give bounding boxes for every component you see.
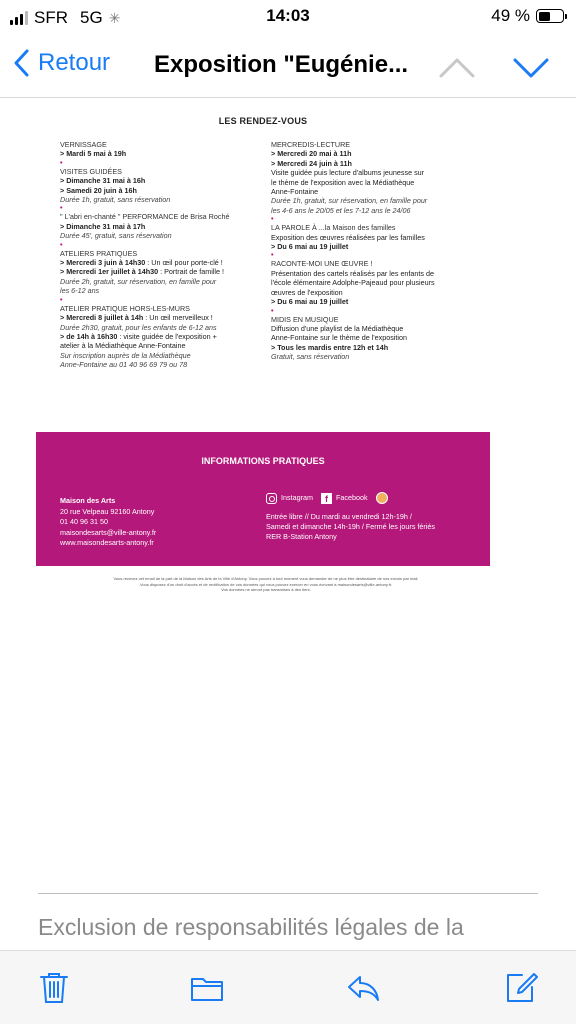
info-box [36, 432, 490, 566]
section-title: RACONTE-MOI UNE ŒUVRE ! [271, 259, 373, 269]
section-title: MERCREDIS-LECTURE [271, 140, 351, 149]
event-date: > Du 6 mai au 19 juillet [271, 242, 349, 252]
section-title: VERNISSAGE [60, 140, 107, 149]
facebook-link[interactable] [321, 493, 368, 504]
legal-notice [66, 576, 466, 593]
nav-bar [0, 34, 576, 98]
status-right [491, 6, 564, 26]
event-note: Durée 2h30, gratuit, pour les enfants de 6-12 ans [60, 322, 217, 332]
bottom-toolbar [0, 950, 576, 1024]
bullet-dot: • [271, 214, 274, 224]
bullet-dot: • [60, 203, 63, 213]
section-title: ATELIERS PRATIQUES [60, 248, 138, 258]
back-label: Retour [38, 49, 111, 76]
legal-line: Vous disposez d'un droit d'accès et de rectification de vos données qui vous pouvez exercer en vous écrivant à maisondesarts@ville-antony.fr. [139, 581, 393, 587]
event-note: les 4-6 ans le 20/05 et les 7-12 ans le 24/06 [271, 205, 411, 215]
event-date: > Tous les mardis entre 12h et 14h [271, 342, 389, 352]
event-text: œuvres de l'exposition [271, 287, 343, 297]
event-note: les 6-12 ans [60, 286, 100, 296]
legal-line: Vos données ne seront pas transmises à des tiers. [221, 587, 311, 592]
event-text: l'école élémentaire Adolphe-Pajeaud pour plusieurs [271, 278, 435, 288]
battery-percent: 49 % [491, 6, 530, 25]
info-contact [60, 496, 156, 549]
reply-icon [346, 971, 380, 1005]
right-column [271, 140, 461, 362]
event-note: Durée 2h, gratuit, sur réservation, en famille pour [60, 276, 217, 286]
event-text: : Un œil merveilleux ! [143, 313, 213, 323]
event-line [60, 313, 260, 322]
content-divider [38, 893, 538, 894]
venue-address: 20 rue Velpeau 92160 Antony [60, 506, 155, 516]
carrier-label: SFR [34, 8, 68, 27]
event-note: Durée 1h, gratuit, sur réservation, en famille pour [271, 196, 428, 206]
disclaimer-text: Exclusion de responsabilités légales de la [38, 914, 464, 940]
transport-line: RER B-Station Antony [266, 532, 337, 541]
instagram-icon [266, 493, 277, 504]
event-date: > Mardi 5 mai à 19h [60, 149, 127, 159]
event-date: > Dimanche 31 mai à 16h [60, 176, 146, 186]
delete-button[interactable] [37, 971, 71, 1005]
venue-name: Maison des Arts [60, 496, 116, 505]
event-line [60, 267, 260, 276]
chevron-up-icon [438, 52, 476, 82]
status-time: 14:03 [266, 6, 310, 25]
move-to-folder-button[interactable] [190, 971, 224, 1005]
event-text: Anne-Fontaine sur le thème de l'exposition [271, 333, 408, 343]
facebook-icon: f [321, 493, 332, 504]
instagram-link[interactable] [266, 493, 313, 504]
event-date: > Mercredi 20 mai à 11h [271, 149, 352, 159]
message-title: Exposition "Eugénie... [154, 51, 409, 78]
event-text: Présentation des cartels réalisés par les enfants de [271, 268, 435, 278]
flyer-heading: LES RENDEZ-VOUS [218, 116, 308, 126]
event-note: Durée 1h, gratuit, sans réservation [60, 195, 171, 205]
event-line [60, 332, 260, 341]
event-date: > Mercredi 1er juillet à 14h30 [60, 267, 159, 277]
left-column [60, 140, 260, 370]
next-message-button[interactable] [512, 52, 550, 82]
event-text: Visite guidée puis lecture d'albums jeunesse sur [271, 168, 425, 178]
folder-icon [190, 971, 224, 1005]
event-date: > Mercredi 24 juin à 11h [271, 158, 352, 168]
loading-icon: ✳ [108, 9, 121, 26]
venue-website[interactable]: www.maisondesarts-antony.fr [60, 538, 154, 547]
event-text: le thème de l'exposition avec la Médiathèque [271, 177, 415, 187]
hours-line: Entrée libre // Du mardi au vendredi 12h-19h / [266, 512, 412, 521]
event-line [60, 258, 260, 267]
event-text: Exposition des œuvres réalisées par les familles [271, 232, 425, 242]
battery-level [539, 12, 550, 21]
event-date: > Dimanche 31 mai à 17h [60, 221, 146, 231]
back-button[interactable] [12, 48, 110, 78]
event-note: Anne-Fontaine au 01 40 96 69 79 ou 78 [60, 360, 188, 370]
event-text: : Portrait de famille ! [158, 267, 225, 277]
facebook-label: Facebook [335, 493, 368, 502]
battery-icon [536, 9, 564, 23]
hours-line: Samedi et dimanche 14h-19h / Fermé les jours fériés [266, 522, 435, 531]
event-text: Anne-Fontaine [271, 187, 319, 197]
event-text: Diffusion d'une playlist de la Médiathèque [271, 323, 404, 333]
event-date: > de 14h à 16h30 [60, 331, 118, 341]
section-title: " L'abri en-chanté " PERFORMANCE de Brisa Roché [60, 212, 230, 222]
venue-phone[interactable]: 01 40 96 31 50 [60, 517, 108, 526]
section-title: VISITES GUIDÉES [60, 166, 122, 176]
social-links [266, 492, 486, 504]
event-date: > Mercredi 8 juillet à 14h [60, 313, 144, 323]
instagram-label: Instagram [281, 493, 313, 502]
bullet-dot: • [60, 239, 63, 249]
bullet-dot: • [271, 305, 274, 315]
event-date: > Mercredi 3 juin à 14h30 [60, 258, 146, 268]
venue-email[interactable]: maisondesarts@ville-antony.fr [60, 527, 157, 537]
info-title: INFORMATIONS PRATIQUES [201, 456, 325, 466]
bullet-dot: • [271, 250, 274, 260]
trash-icon [37, 971, 71, 1005]
event-note: Gratuit, sans réservation [271, 352, 350, 362]
event-date: > Samedi 20 juin à 16h [60, 185, 137, 195]
bullet-dot: • [60, 157, 63, 167]
chevron-left-icon [12, 48, 32, 78]
event-text: : visite guidée de l'exposition + [117, 331, 217, 341]
status-bar [0, 0, 576, 34]
event-note: Sur inscription auprès de la Médiathèque [60, 350, 191, 360]
info-hours [266, 492, 486, 542]
previous-message-button[interactable] [438, 52, 476, 82]
section-title: MIDIS EN MUSIQUE [271, 314, 339, 324]
bullet-dot: • [60, 294, 63, 304]
event-note: Durée 45', gratuit, sans réservation [60, 231, 172, 241]
reply-button[interactable] [346, 971, 380, 1005]
section-title: LA PAROLE À ...la Maison des familles [271, 223, 396, 233]
compose-icon [504, 971, 538, 1005]
event-text: : Un œil pour porte-clé ! [145, 258, 223, 268]
event-date: > Du 6 mai au 19 juillet [271, 297, 349, 307]
compose-button[interactable] [504, 971, 538, 1005]
mascot-icon [376, 492, 388, 504]
chevron-down-icon [512, 52, 550, 82]
network-label: 5G [80, 8, 103, 27]
legal-line: Vous recevez cet email de la part de la Maison des Arts de la Ville d'Antony. Vous pouvez à tout moment vous demander de ne plus être destinataire de nos envois par mail. [113, 576, 419, 581]
section-title: ATELIER PRATIQUE HORS-LES-MURS [60, 303, 190, 313]
event-text: atelier à la Médiathèque Anne-Fontaine [60, 341, 186, 351]
